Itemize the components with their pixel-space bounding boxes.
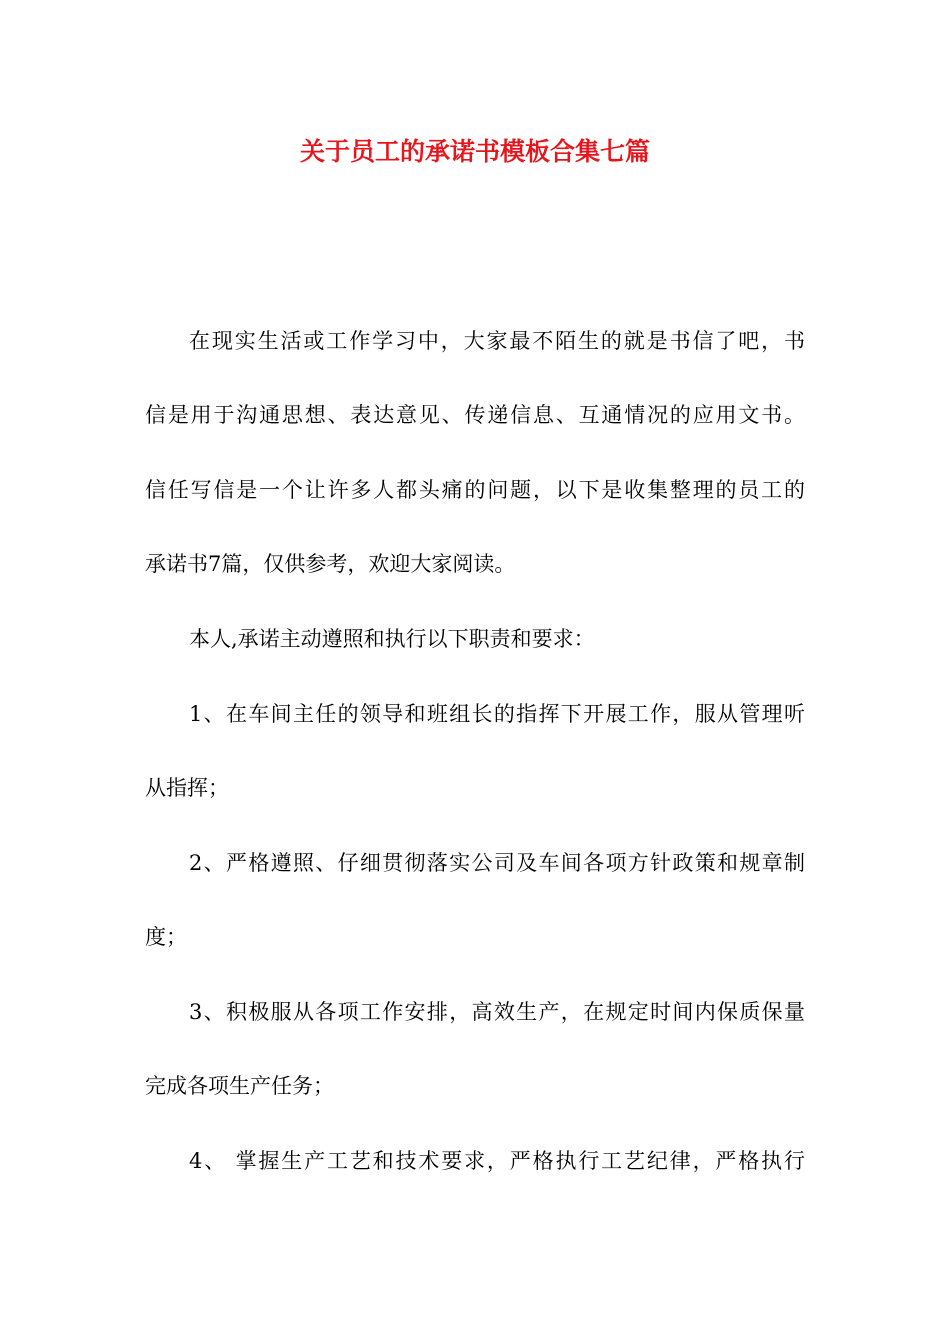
paragraph-line: 信任写信是一个让许多人都头痛的问题，以下是收集整理的员工的 bbox=[145, 478, 805, 502]
paragraph-line: 承诺书7篇，仅供参考，欢迎大家阅读。 bbox=[145, 552, 516, 576]
list-item-line: 4、 掌握生产工艺和技术要求，严格执行工艺纪律，严格执行 bbox=[189, 1149, 805, 1173]
paragraph-line: 本人,承诺主动遵照和执行以下职责和要求： bbox=[189, 627, 595, 651]
list-item-line: 1、在车间主任的领导和班组长的指挥下开展工作，服从管理听 bbox=[189, 702, 805, 726]
list-item-line: 2、严格遵照、仔细贯彻落实公司及车间各项方针政策和规章制 bbox=[189, 851, 805, 875]
paragraph-line: 在现实生活或工作学习中，大家最不陌生的就是书信了吧，书 bbox=[189, 329, 805, 353]
list-item-line: 度； bbox=[145, 925, 187, 949]
paragraph-line: 信是用于沟通思想、表达意见、传递信息、互通情况的应用文书。 bbox=[145, 403, 805, 427]
document-title: 关于员工的承诺书模板合集七篇 bbox=[299, 137, 650, 166]
list-item-line: 3、积极服从各项工作安排，高效生产，在规定时间内保质保量 bbox=[189, 1000, 805, 1024]
list-item-line: 从指挥； bbox=[145, 776, 229, 800]
list-item-line: 完成各项生产任务； bbox=[145, 1074, 334, 1098]
